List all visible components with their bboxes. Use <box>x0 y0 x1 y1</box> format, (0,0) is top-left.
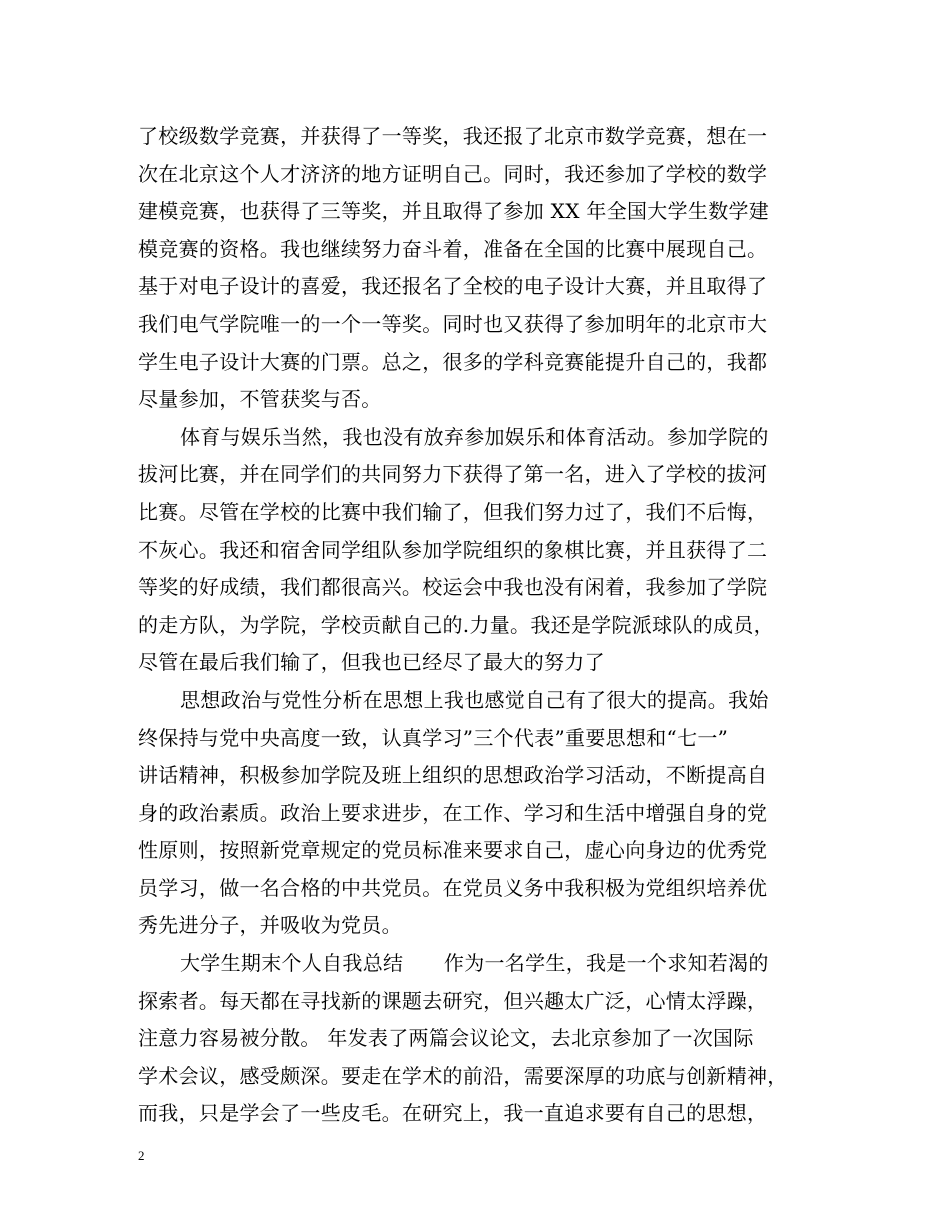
text-line: 尽量参加，不管获奖与否。 <box>138 387 382 412</box>
paragraph-first-line: 思想政治与党性分析在思想上我也感觉自己有了很大的提高。我始 <box>180 687 769 712</box>
text-line: 模竞赛的资格。我也继续努力奋斗着，准备在全国的比赛中展现自己。 <box>138 236 768 261</box>
text-line: 次在北京这个人才济济的地方证明自己。同时，我还参加了学校的数学 <box>138 161 768 186</box>
paragraph-first-line: 大学生期末个人自我总结 作为一名学生，我是一个求知若渴的 <box>180 951 769 976</box>
text-line: 了校级数学竞赛，并获得了一等奖，我还报了北京市数学竞赛，想在一 <box>138 124 768 148</box>
text-line: 员学习，做一名合格的中共党员。在党员义务中我积极为党组织培养优 <box>138 875 768 900</box>
text-line: 探索者。每天都在寻找新的课题去研究，但兴趣太广泛，心情太浮躁， <box>138 988 768 1013</box>
text-line: 注意力容易被分散。 年发表了两篇会议论文，去北京参加了一次国际 <box>138 1026 754 1051</box>
text-line: 建模竞赛，也获得了三等奖，并且取得了参加 XX 年全国大学生数学建 <box>138 199 770 224</box>
text-line: 的走方队，为学院，学校贡献自己的.力量。我还是学院派球队的成员， <box>138 612 774 637</box>
text-line: 秀先进分子，并吸收为党员。 <box>138 913 402 938</box>
text-line: 我们电气学院唯一的一个一等奖。同时也又获得了参加明年的北京市大 <box>138 311 768 336</box>
text-line: 基于对电子设计的喜爱，我还报名了全校的电子设计大赛，并且取得了 <box>138 274 768 299</box>
text-line: 拔河比赛，并在同学们的共同努力下获得了第一名，进入了学校的拔河 <box>138 462 768 487</box>
text-line: 尽管在最后我们输了，但我也已经尽了最大的努力了 <box>138 650 605 675</box>
text-line: 学术会议，感受颇深。要走在学术的前沿，需要深厚的功底与创新精神， <box>138 1063 788 1088</box>
text-line: 而我，只是学会了一些皮毛。在研究上，我一直追求要有自己的思想， <box>138 1101 768 1126</box>
text-line: 学生电子设计大赛的门票。总之，很多的学科竞赛能提升自己的，我都 <box>138 349 768 374</box>
page-number: 2 <box>138 1148 145 1163</box>
text-line: 不灰心。我还和宿舍同学组队参加学院组织的象棋比赛，并且获得了二 <box>138 537 768 562</box>
text-line: 比赛。尽管在学校的比赛中我们输了，但我们努力过了，我们不后悔， <box>138 499 768 524</box>
text-line: 终保持与党中央高度一致，认真学习”三个代表”重要思想和“七一” <box>138 725 729 750</box>
text-line: 身的政治素质。政治上要求进步，在工作、学习和生活中增强自身的党 <box>138 800 768 825</box>
text-line: 等奖的好成绩，我们都很高兴。校运会中我也没有闲着，我参加了学院 <box>138 575 768 600</box>
document-body <box>138 118 828 1133</box>
paragraph-first-line: 体育与娱乐当然，我也没有放弃参加娱乐和体育活动。参加学院的 <box>180 424 769 449</box>
text-line: 性原则，按照新党章规定的党员标准来要求自己，虚心向身边的优秀党 <box>138 838 768 863</box>
text-line: 讲话精神，积极参加学院及班上组织的思想政治学习活动，不断提高自 <box>138 763 768 788</box>
